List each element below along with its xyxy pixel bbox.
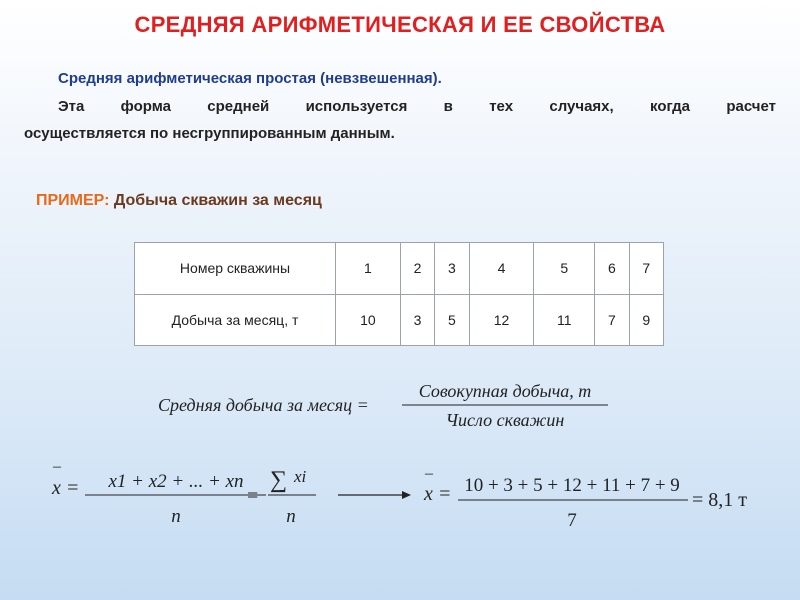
mean-bar: – bbox=[53, 458, 61, 475]
sum-term: xi bbox=[294, 467, 307, 486]
data-table bbox=[134, 242, 664, 346]
row-header-well-number: Номер скважины bbox=[135, 243, 336, 295]
formulas bbox=[0, 370, 800, 550]
table-cell: 5 bbox=[435, 294, 469, 346]
word-formula-numerator: Совокупная добыча, т bbox=[418, 381, 592, 401]
paragraph-line-2: осуществляется по несгруппированным данным. bbox=[24, 125, 395, 142]
example-heading bbox=[36, 192, 322, 210]
example-text: Добыча скважин за месяц bbox=[113, 192, 322, 209]
example-label: ПРИМЕР: bbox=[36, 192, 110, 209]
arrow-right-icon bbox=[338, 491, 411, 499]
table-cell: 11 bbox=[534, 294, 595, 346]
table-cell: 12 bbox=[469, 294, 534, 346]
table-cell: 4 bbox=[469, 243, 534, 295]
general-formula-denominator: n bbox=[171, 506, 181, 527]
general-formula bbox=[51, 458, 316, 527]
table-cell: 7 bbox=[629, 243, 663, 295]
table-cell: 1 bbox=[336, 243, 401, 295]
sum-symbol: ∑ bbox=[270, 467, 288, 493]
table-cell: 3 bbox=[435, 243, 469, 295]
word-formula-lhs: Средняя добыча за месяц = bbox=[158, 395, 369, 415]
numeric-formula-lhs: x = bbox=[424, 483, 452, 505]
row-header-production: Добыча за месяц, т bbox=[135, 294, 336, 346]
general-formula-eq2: = bbox=[247, 485, 259, 507]
table-row-well-number bbox=[135, 243, 664, 295]
paragraph-line-1: Эта форма средней используется в тех случаях, когда расчет bbox=[58, 98, 776, 115]
table-cell: 6 bbox=[595, 243, 629, 295]
subtitle: Средняя арифметическая простая (невзвешенная). bbox=[58, 70, 442, 87]
numeric-formula-denominator: 7 bbox=[567, 510, 577, 531]
numeric-formula bbox=[423, 465, 747, 531]
numeric-formula-result: = 8,1 т bbox=[692, 489, 748, 511]
table-cell: 9 bbox=[629, 294, 663, 346]
table-cell: 10 bbox=[336, 294, 401, 346]
general-formula-lhs: x = bbox=[52, 477, 80, 499]
sum-denominator: n bbox=[286, 506, 296, 527]
general-formula-numerator: x1 + x2 + ... + xn bbox=[108, 471, 244, 492]
table-cell: 3 bbox=[400, 294, 434, 346]
word-formula-denominator: Число скважин bbox=[445, 410, 565, 430]
table-cell: 5 bbox=[534, 243, 595, 295]
description-paragraph bbox=[24, 93, 776, 147]
table-cell: 2 bbox=[400, 243, 434, 295]
mean-bar: – bbox=[425, 465, 433, 482]
table-row-production bbox=[135, 294, 664, 346]
slide-title: СРЕДНЯЯ АРИФМЕТИЧЕСКАЯ И ЕЕ СВОЙСТВА bbox=[134, 12, 666, 37]
word-formula bbox=[158, 381, 608, 430]
numeric-formula-numerator: 10 + 3 + 5 + 12 + 11 + 7 + 9 bbox=[464, 475, 680, 496]
table-cell: 7 bbox=[595, 294, 629, 346]
